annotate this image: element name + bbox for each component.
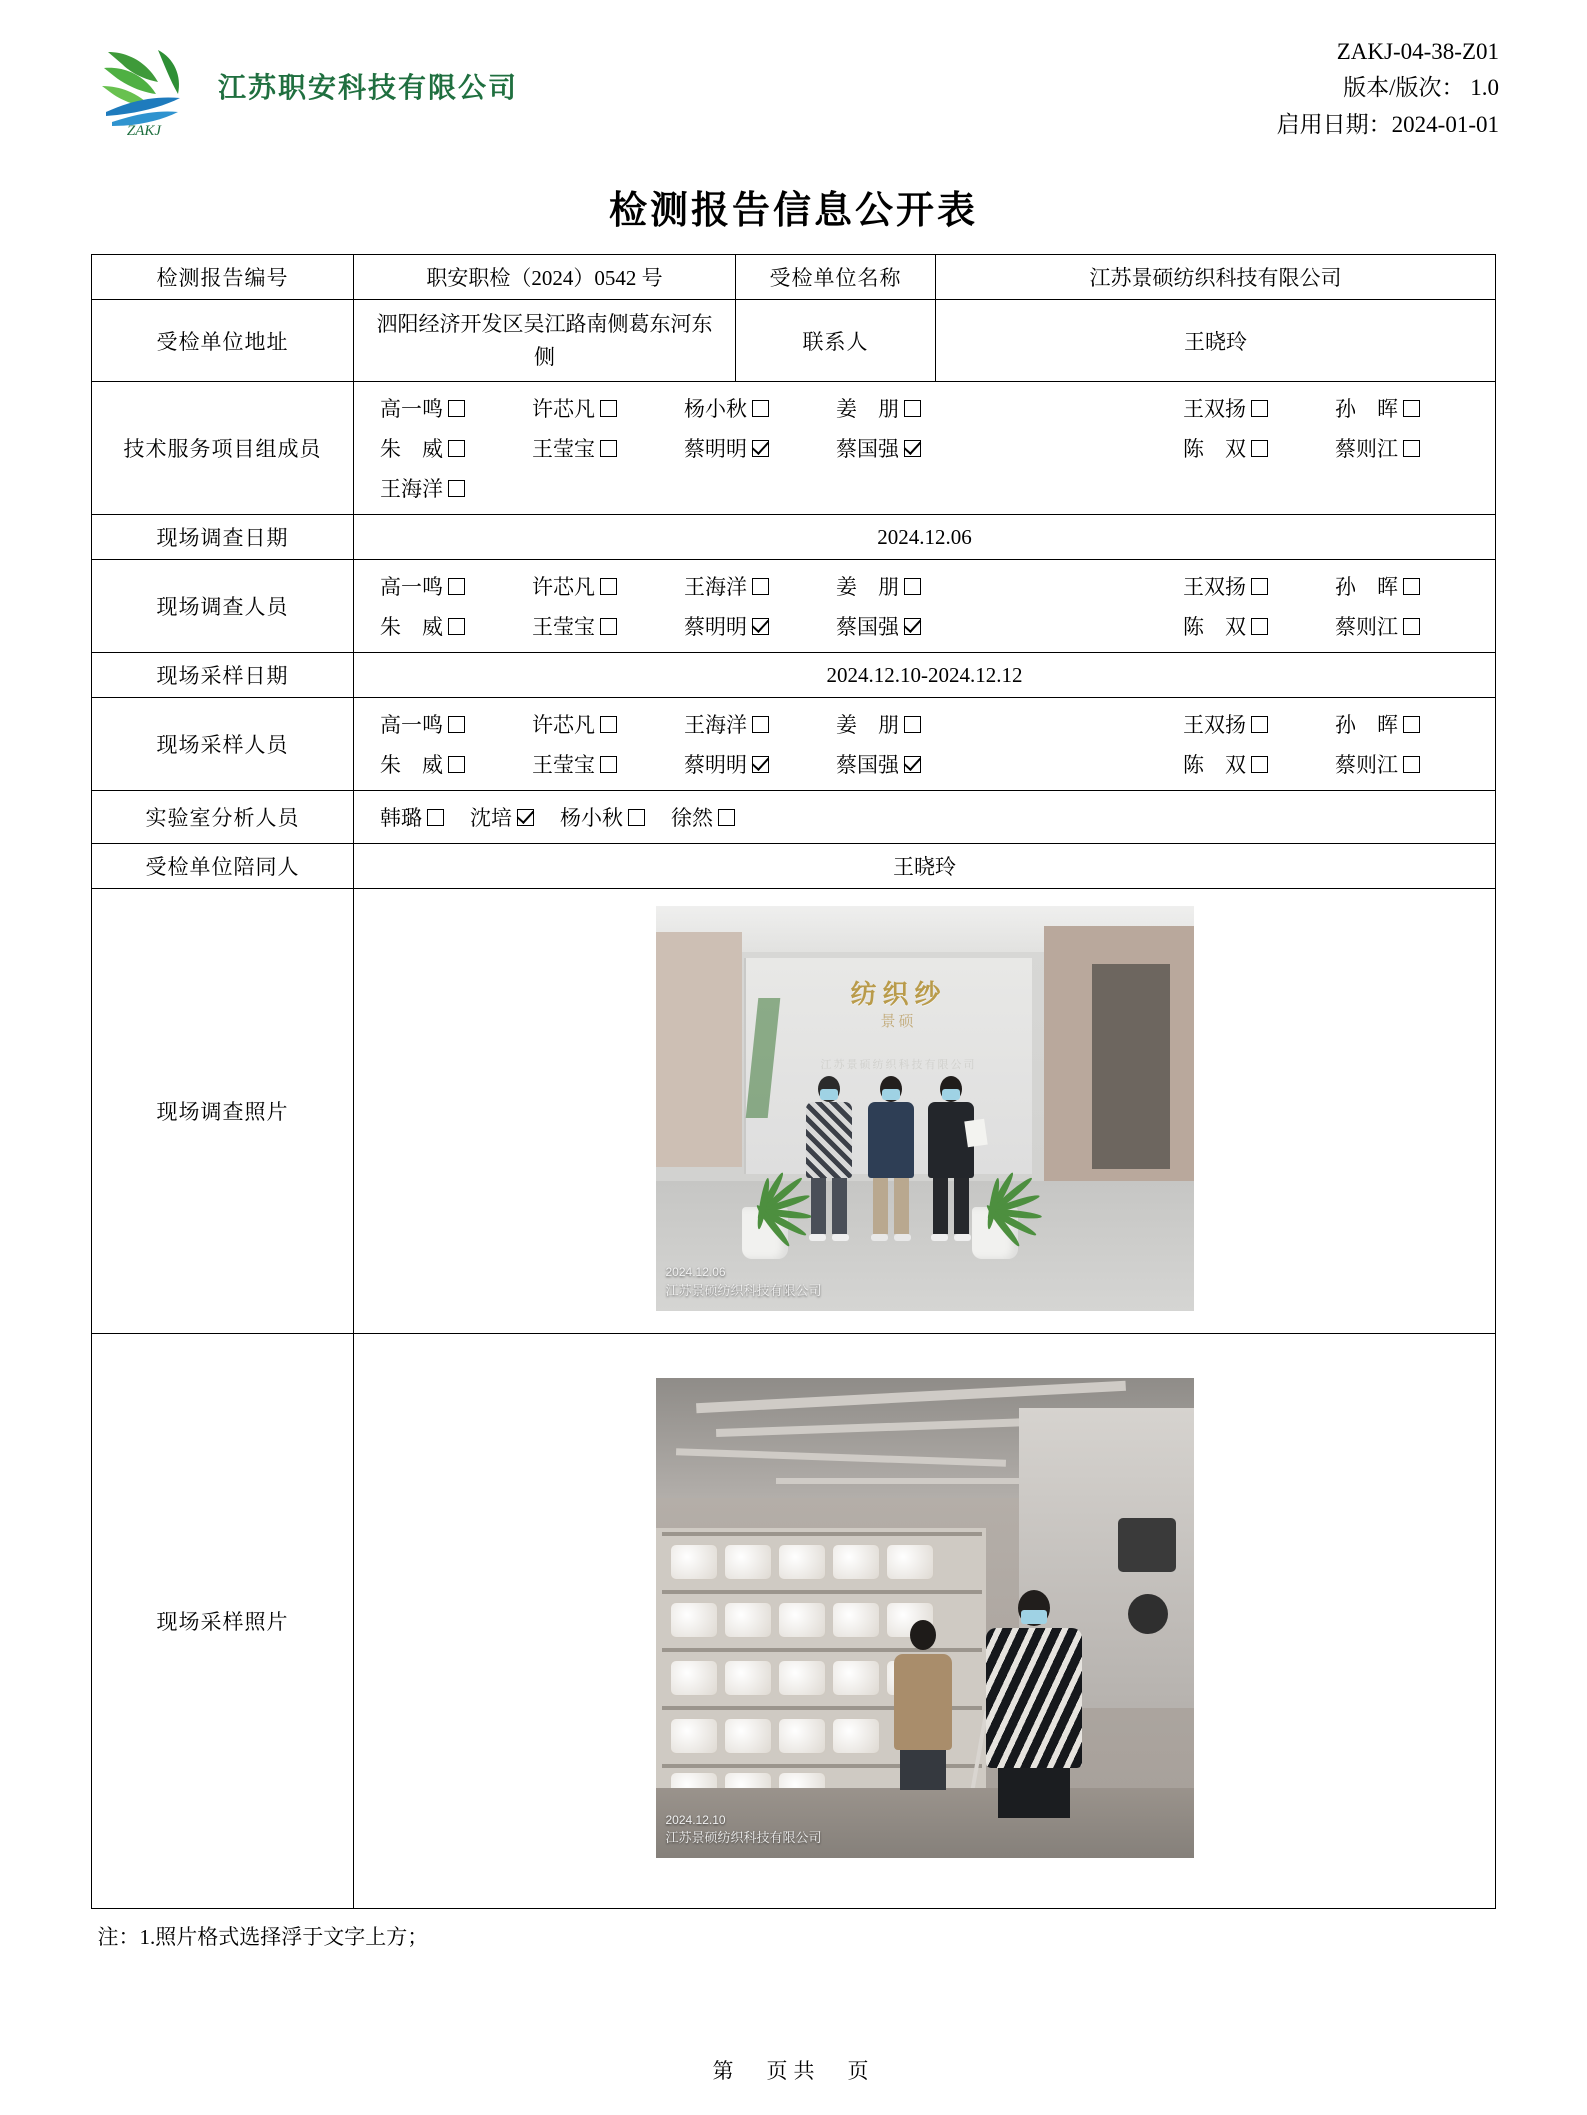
- staff-checkbox-item[interactable]: [1183, 393, 1335, 423]
- page-footer: 第 页共 页: [712, 2059, 875, 2084]
- staff-checkbox-item[interactable]: [1183, 571, 1335, 601]
- table-row: [92, 254, 1496, 299]
- checkbox-icon[interactable]: [448, 440, 465, 457]
- staff-name: 徐然: [671, 806, 713, 831]
- staff-name: 沈培: [470, 806, 512, 831]
- staff-checkbox-item[interactable]: [380, 571, 532, 601]
- checkbox-icon[interactable]: [600, 400, 617, 417]
- staff-name: 姜 朋: [836, 397, 899, 422]
- survey-photo: [656, 906, 1194, 1311]
- checkbox-icon[interactable]: [600, 618, 617, 635]
- document-header: [60, 34, 1527, 143]
- staff-name: 高一鸣: [380, 713, 443, 738]
- table-notes: 注：1.照片格式选择浮于文字上方；: [97, 1925, 429, 1950]
- table-row: [92, 382, 1496, 515]
- staff-checkbox-item[interactable]: [684, 571, 836, 601]
- document-meta: [1277, 34, 1499, 143]
- checkbox-icon[interactable]: [448, 480, 465, 497]
- checkbox-icon[interactable]: [1251, 440, 1268, 457]
- checkbox-icon[interactable]: [448, 716, 465, 733]
- staff-checkbox-item[interactable]: [1335, 571, 1487, 601]
- staff-name: 王海洋: [684, 713, 747, 738]
- staff-checkbox-item[interactable]: [380, 802, 444, 832]
- staff-checkbox-item[interactable]: [1335, 611, 1487, 641]
- table-row: [92, 791, 1496, 844]
- table-row: [92, 698, 1496, 791]
- plant-left: [716, 1065, 812, 1215]
- doc-effective-date: 启用日期：2024-01-01: [1276, 111, 1499, 137]
- table-row: [92, 844, 1496, 889]
- staff-checkbox-item[interactable]: [380, 709, 532, 739]
- checkbox-icon[interactable]: [1403, 440, 1420, 457]
- staff-checkbox-item[interactable]: [684, 709, 836, 739]
- checkbox-icon[interactable]: [1403, 716, 1420, 733]
- sampling-photo: [656, 1378, 1194, 1858]
- table-row: [92, 299, 1496, 381]
- staff-name: 高一鸣: [380, 575, 443, 600]
- staff-checkbox-item[interactable]: [1335, 433, 1487, 463]
- checkbox-checked-icon[interactable]: [904, 440, 921, 457]
- checkbox-icon[interactable]: [600, 756, 617, 773]
- staff-checkbox-item[interactable]: [532, 393, 684, 423]
- worker-front: [986, 1590, 1082, 1818]
- checkbox-checked-icon[interactable]: [752, 440, 769, 457]
- checkbox-checked-icon[interactable]: [904, 618, 921, 635]
- photo-stamp: [666, 1264, 822, 1300]
- checkbox-checked-icon[interactable]: [517, 809, 534, 826]
- staff-checkbox-item[interactable]: [532, 571, 684, 601]
- checkbox-checked-icon[interactable]: [752, 618, 769, 635]
- staff-checkbox-item[interactable]: [470, 802, 534, 832]
- photo-stamp: [666, 1812, 822, 1848]
- staff-name: 朱 威: [380, 437, 443, 462]
- staff-name: 蔡明明: [684, 615, 747, 640]
- staff-checkbox-item[interactable]: [532, 433, 684, 463]
- sampling-staff-grid: [362, 705, 1487, 783]
- sampling-staff-cell: [354, 698, 1496, 791]
- staff-checkbox-item[interactable]: [836, 571, 1183, 601]
- photo-stamp-date: 2024.12.06: [665, 1265, 726, 1280]
- staff-name: 孙 晖: [1335, 397, 1398, 422]
- checkbox-icon[interactable]: [448, 618, 465, 635]
- staff-name: 蔡明明: [684, 437, 747, 462]
- staff-checkbox-item[interactable]: [684, 393, 836, 423]
- staff-name: 王莹宝: [532, 437, 595, 462]
- staff-name: 朱 威: [380, 753, 443, 778]
- staff-name: 高一鸣: [380, 397, 443, 422]
- checkbox-icon[interactable]: [1403, 618, 1420, 635]
- staff-name: 蔡则江: [1335, 753, 1398, 778]
- brand: [88, 34, 518, 138]
- checkbox-icon[interactable]: [752, 400, 769, 417]
- client-value: 江苏景硕纺织科技有限公司: [936, 254, 1496, 299]
- checkbox-icon[interactable]: [904, 400, 921, 417]
- company-logo-icon: [88, 34, 200, 138]
- staff-name: 蔡则江: [1335, 437, 1398, 462]
- staff-name: 陈 双: [1183, 753, 1246, 778]
- checkbox-icon[interactable]: [1403, 756, 1420, 773]
- escort-label: 受检单位陪同人: [92, 844, 354, 889]
- lab-staff-grid: [362, 798, 1487, 836]
- staff-name: 蔡国强: [836, 615, 899, 640]
- staff-checkbox-item[interactable]: [1183, 749, 1335, 779]
- staff-name: 王双扬: [1183, 397, 1246, 422]
- checkbox-icon[interactable]: [1251, 756, 1268, 773]
- contact-value: 王晓玲: [936, 299, 1496, 381]
- checkbox-icon[interactable]: [448, 400, 465, 417]
- staff-checkbox-item[interactable]: [836, 749, 1183, 779]
- survey-photo-image: [656, 906, 1194, 1311]
- worker-back: [894, 1620, 952, 1790]
- staff-name: 蔡明明: [684, 753, 747, 778]
- checkbox-icon[interactable]: [600, 578, 617, 595]
- staff-name: 蔡国强: [836, 753, 899, 778]
- staff-checkbox-item[interactable]: [684, 611, 836, 641]
- staff-checkbox-item[interactable]: [1335, 709, 1487, 739]
- checkbox-icon[interactable]: [904, 578, 921, 595]
- staff-name: 王莹宝: [532, 615, 595, 640]
- staff-checkbox-item[interactable]: [380, 473, 532, 503]
- lab-staff-label: 实验室分析人员: [92, 791, 354, 844]
- staff-checkbox-item[interactable]: [1183, 709, 1335, 739]
- company-name: 江苏职安科技有限公司: [218, 73, 519, 104]
- staff-checkbox-item[interactable]: [684, 433, 836, 463]
- team-label: 技术服务项目组成员: [92, 382, 354, 515]
- checkbox-icon[interactable]: [904, 716, 921, 733]
- doc-code: ZAKJ-04-38-Z01: [1336, 39, 1499, 64]
- checkbox-icon[interactable]: [1251, 618, 1268, 635]
- staff-name: 王莹宝: [532, 753, 595, 778]
- checkbox-checked-icon[interactable]: [904, 756, 921, 773]
- lab-staff-cell: [354, 791, 1496, 844]
- staff-checkbox-item[interactable]: [560, 802, 645, 832]
- staff-checkbox-item[interactable]: [836, 709, 1183, 739]
- checkbox-icon[interactable]: [427, 809, 444, 826]
- checkbox-icon[interactable]: [628, 809, 645, 826]
- checkbox-icon[interactable]: [752, 716, 769, 733]
- staff-checkbox-item[interactable]: [836, 433, 1183, 463]
- staff-checkbox-item[interactable]: [532, 749, 684, 779]
- staff-name: 王双扬: [1183, 713, 1246, 738]
- sampling-date-value: 2024.12.10-2024.12.12: [354, 653, 1496, 698]
- table-row: [92, 1334, 1496, 1909]
- sampling-staff-label: 现场采样人员: [92, 698, 354, 791]
- table-row: [92, 889, 1496, 1334]
- staff-checkbox-item[interactable]: [1335, 393, 1487, 423]
- staff-checkbox-item[interactable]: [380, 749, 532, 779]
- photo-stamp-place: 江苏景硕纺织科技有限公司: [665, 1830, 822, 1846]
- staff-name: 陈 双: [1183, 437, 1246, 462]
- staff-checkbox-item[interactable]: [671, 802, 735, 832]
- staff-checkbox-item[interactable]: [1335, 749, 1487, 779]
- staff-name: 王海洋: [380, 477, 443, 502]
- staff-name: 王海洋: [684, 575, 747, 600]
- staff-name: 孙 晖: [1335, 575, 1398, 600]
- staff-name: 韩璐: [380, 806, 422, 831]
- person-right: [928, 1076, 974, 1241]
- staff-checkbox-item[interactable]: [380, 433, 532, 463]
- report-info-table: [91, 254, 1496, 1909]
- person-center: [868, 1076, 914, 1241]
- sampling-photo-image: [656, 1378, 1194, 1858]
- staff-name: 姜 朋: [836, 713, 899, 738]
- survey-photo-cell: [354, 889, 1496, 1334]
- checkbox-icon[interactable]: [600, 440, 617, 457]
- address-value: 泗阳经济开发区吴江路南侧葛东河东侧: [354, 299, 736, 381]
- sampling-date-label: 现场采样日期: [92, 653, 354, 698]
- client-label: 受检单位名称: [736, 254, 936, 299]
- backdrop-subtitle: 景硕: [880, 1013, 917, 1030]
- staff-name: 杨小秋: [560, 806, 623, 831]
- svg-text:ZAKJ: ZAKJ: [126, 123, 162, 138]
- checkbox-icon[interactable]: [1251, 578, 1268, 595]
- staff-checkbox-item[interactable]: [836, 393, 1183, 423]
- staff-name: 许芯凡: [532, 713, 595, 738]
- checkbox-icon[interactable]: [1251, 400, 1268, 417]
- sampling-photo-cell: [354, 1334, 1496, 1909]
- checkbox-icon[interactable]: [1403, 400, 1420, 417]
- team-members-cell: [354, 382, 1496, 515]
- staff-checkbox-item[interactable]: [836, 611, 1183, 641]
- address-label: 受检单位地址: [92, 299, 354, 381]
- backdrop-title: 纺织纱: [850, 979, 947, 1009]
- checkbox-icon[interactable]: [752, 578, 769, 595]
- survey-date-value: 2024.12.06: [354, 515, 1496, 560]
- staff-name: 王双扬: [1183, 575, 1246, 600]
- table-row: [92, 515, 1496, 560]
- survey-photo-label: 现场调查照片: [92, 889, 354, 1334]
- checkbox-icon[interactable]: [718, 809, 735, 826]
- contact-label: 联系人: [736, 299, 936, 381]
- photo-stamp-place: 江苏景硕纺织科技有限公司: [665, 1282, 822, 1298]
- survey-date-label: 现场调查日期: [92, 515, 354, 560]
- escort-value: 王晓玲: [354, 844, 1496, 889]
- checkbox-icon[interactable]: [448, 578, 465, 595]
- doc-version: 版本/版次： 1.0: [1343, 75, 1499, 101]
- checkbox-icon[interactable]: [1403, 578, 1420, 595]
- table-row: [92, 560, 1496, 653]
- staff-checkbox-item[interactable]: [532, 709, 684, 739]
- staff-checkbox-item[interactable]: [1183, 433, 1335, 463]
- table-row: [92, 653, 1496, 698]
- staff-name: 杨小秋: [684, 397, 747, 422]
- team-members-grid: [362, 389, 1487, 507]
- survey-staff-label: 现场调查人员: [92, 560, 354, 653]
- survey-staff-cell: [354, 560, 1496, 653]
- page-title: 检测报告信息公开表: [608, 189, 978, 232]
- staff-name: 许芯凡: [532, 397, 595, 422]
- staff-name: 孙 晖: [1335, 713, 1398, 738]
- staff-name: 朱 威: [380, 615, 443, 640]
- checkbox-icon[interactable]: [600, 716, 617, 733]
- backdrop-note: 江苏景硕纺织科技有限公司: [820, 1058, 977, 1071]
- staff-name: 蔡则江: [1335, 615, 1398, 640]
- staff-checkbox-item[interactable]: [532, 611, 684, 641]
- checkbox-checked-icon[interactable]: [752, 756, 769, 773]
- staff-checkbox-item[interactable]: [1183, 611, 1335, 641]
- person-left: [806, 1076, 852, 1241]
- staff-checkbox-item[interactable]: [684, 749, 836, 779]
- survey-staff-grid: [362, 567, 1487, 645]
- staff-checkbox-item[interactable]: [380, 611, 532, 641]
- checkbox-icon[interactable]: [1251, 716, 1268, 733]
- checkbox-icon[interactable]: [448, 756, 465, 773]
- staff-name: 姜 朋: [836, 575, 899, 600]
- staff-name: 蔡国强: [836, 437, 899, 462]
- staff-name: 陈 双: [1183, 615, 1246, 640]
- photo-stamp-date: 2024.12.10: [665, 1812, 726, 1827]
- report-no-label: 检测报告编号: [92, 254, 354, 299]
- report-no-value: 职安职检（2024）0542 号: [354, 254, 736, 299]
- staff-name: 许芯凡: [532, 575, 595, 600]
- sampling-photo-label: 现场采样照片: [92, 1334, 354, 1909]
- staff-checkbox-item[interactable]: [380, 393, 532, 423]
